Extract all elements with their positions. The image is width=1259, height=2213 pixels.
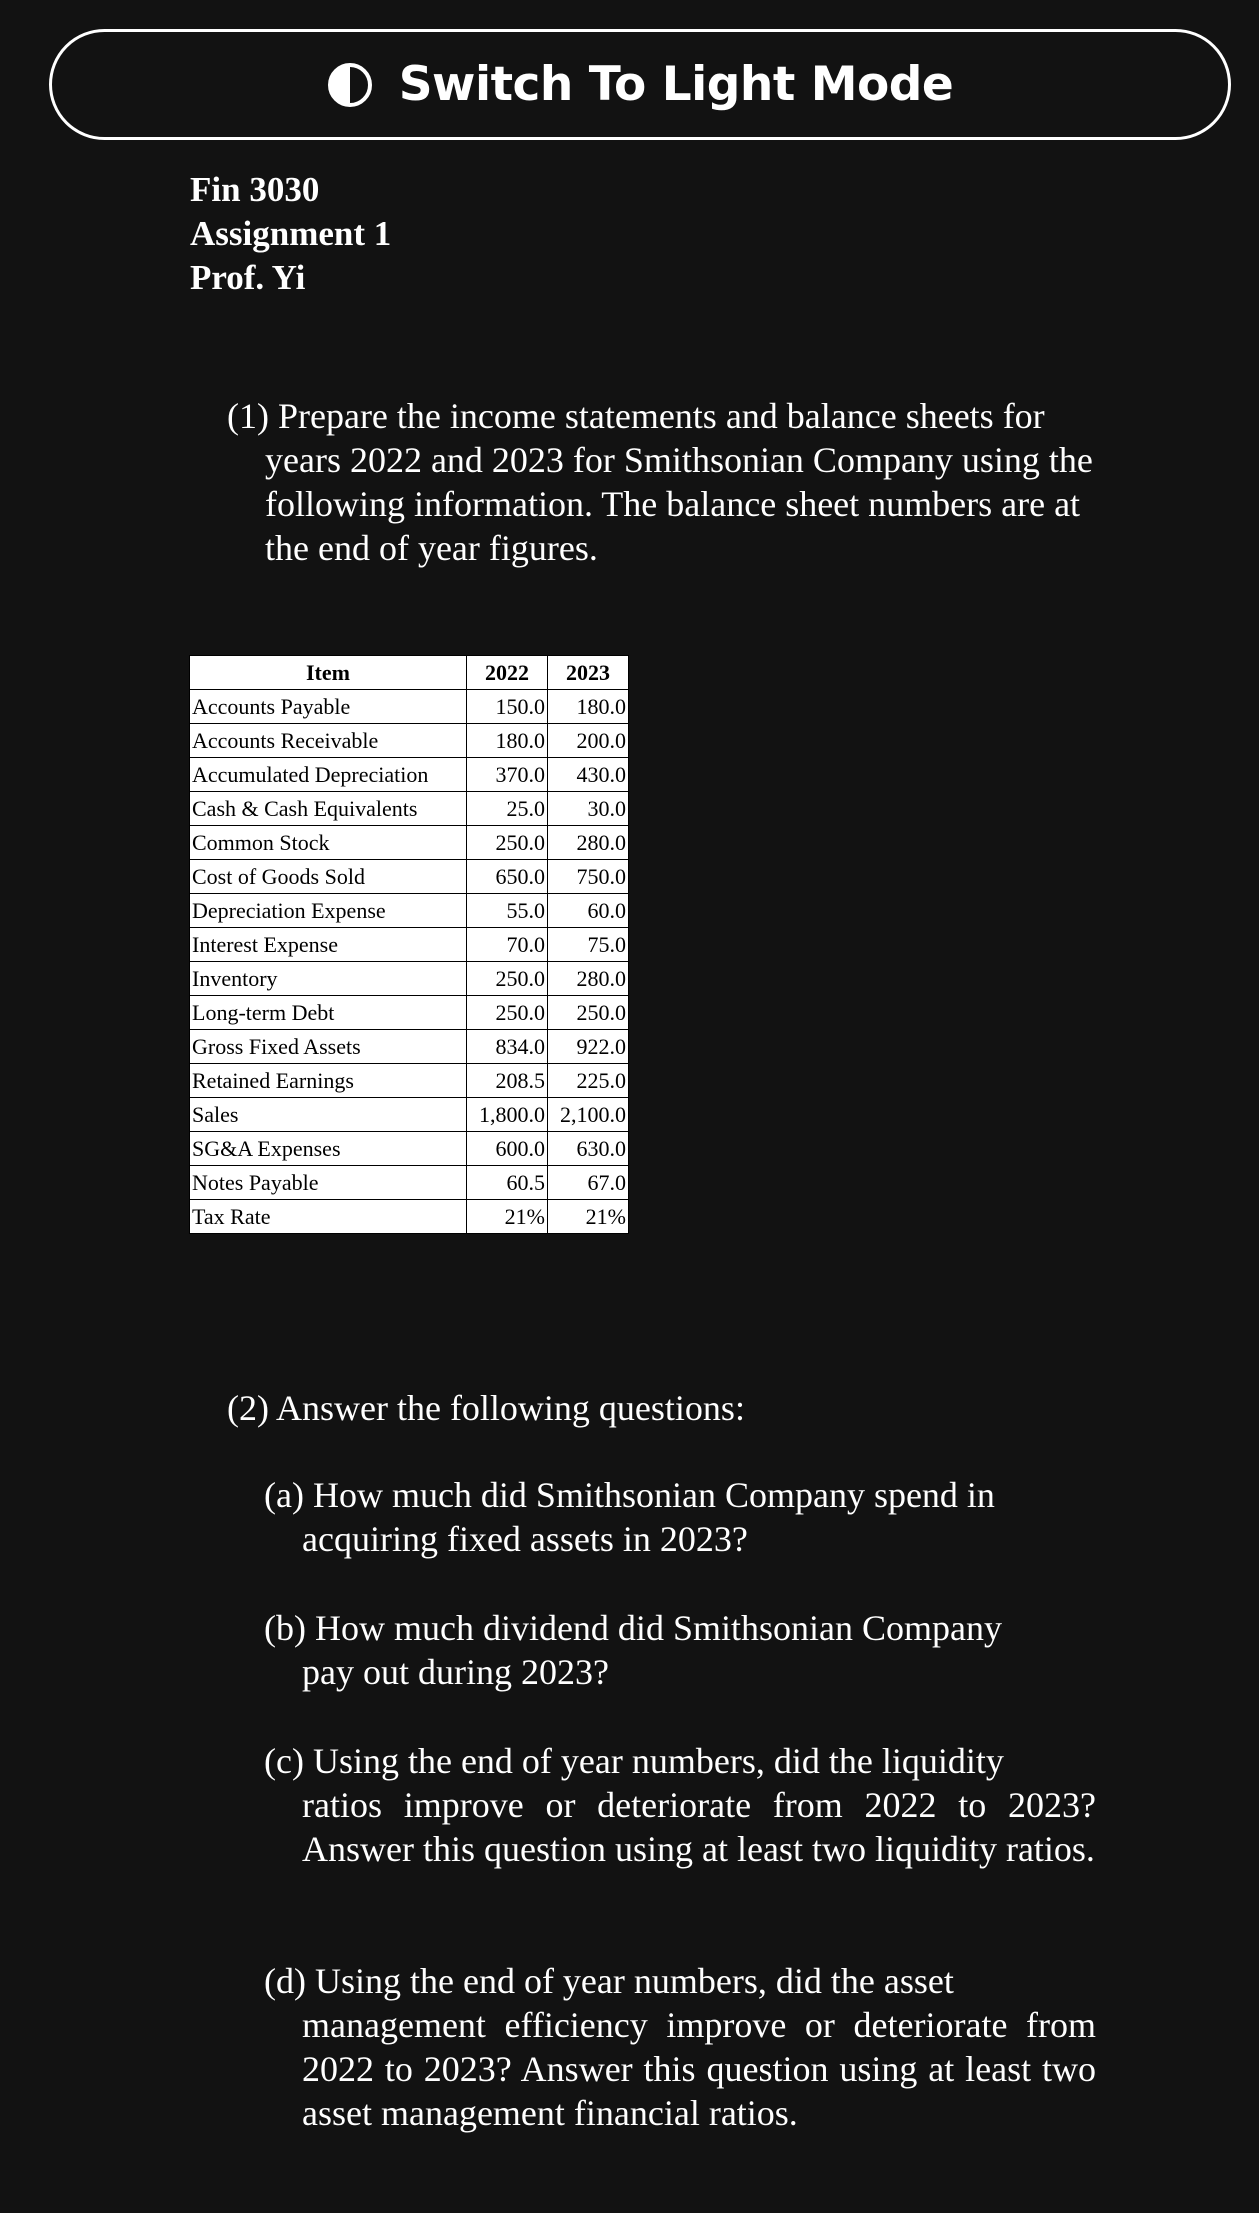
row-value-2022: 600.0 [467, 1132, 548, 1166]
row-value-2023: 430.0 [548, 758, 629, 792]
row-item: Depreciation Expense [190, 894, 467, 928]
row-value-2023: 2,100.0 [548, 1098, 629, 1132]
question-1-first-line: (1) Prepare the income statements and balance sheets for [227, 396, 1045, 436]
row-item: Inventory [190, 962, 467, 996]
theme-toggle-label: Switch To Light Mode [398, 57, 954, 112]
row-value-2022: 55.0 [467, 894, 548, 928]
table-row [190, 1166, 629, 1200]
theme-toggle-button[interactable] [49, 29, 1231, 140]
row-value-2023: 225.0 [548, 1064, 629, 1098]
row-item: Accounts Receivable [190, 724, 467, 758]
row-value-2022: 250.0 [467, 826, 548, 860]
row-item: Accounts Payable [190, 690, 467, 724]
table-row [190, 690, 629, 724]
question-2b-text: pay out during 2023? [302, 1652, 609, 1692]
table-header-row [190, 656, 629, 690]
row-value-2023: 180.0 [548, 690, 629, 724]
row-value-2022: 208.5 [467, 1064, 548, 1098]
question-1-text: years 2022 and 2023 for Smithsonian Company using the following information. The balance sheet numbers are at the end of year figures. [265, 440, 1093, 568]
row-value-2022: 70.0 [467, 928, 548, 962]
row-value-2023: 60.0 [548, 894, 629, 928]
table-row [190, 792, 629, 826]
question-2a-text: acquiring fixed assets in 2023? [302, 1519, 748, 1559]
professor-name: Prof. Yi [190, 258, 306, 297]
table-row [190, 894, 629, 928]
table-row [190, 826, 629, 860]
table-row [190, 860, 629, 894]
row-item: Notes Payable [190, 1166, 467, 1200]
row-value-2022: 250.0 [467, 962, 548, 996]
row-item: Common Stock [190, 826, 467, 860]
question-2b [264, 1606, 1096, 1694]
row-value-2023: 30.0 [548, 792, 629, 826]
question-2a [264, 1473, 1096, 1561]
row-value-2022: 370.0 [467, 758, 548, 792]
row-item: SG&A Expenses [190, 1132, 467, 1166]
row-value-2022: 180.0 [467, 724, 548, 758]
row-value-2023: 200.0 [548, 724, 629, 758]
row-value-2023: 750.0 [548, 860, 629, 894]
table-row [190, 1200, 629, 1234]
row-item: Retained Earnings [190, 1064, 467, 1098]
table-row [190, 1064, 629, 1098]
table-row [190, 758, 629, 792]
row-item: Sales [190, 1098, 467, 1132]
question-2d-first-line: (d) Using the end of year numbers, did the asset [264, 1961, 954, 2001]
table-row [190, 996, 629, 1030]
row-value-2023: 75.0 [548, 928, 629, 962]
table-row [190, 928, 629, 962]
row-value-2022: 21% [467, 1200, 548, 1234]
row-value-2023: 250.0 [548, 996, 629, 1030]
document-header [190, 168, 391, 300]
row-value-2023: 67.0 [548, 1166, 629, 1200]
question-2d-text: management efficiency improve or deteriorate from 2022 to 2023? Answer this question using at least two asset management financial ratios. [302, 2005, 1096, 2133]
row-item: Long-term Debt [190, 996, 467, 1030]
row-value-2023: 922.0 [548, 1030, 629, 1064]
table-row [190, 1098, 629, 1132]
row-item: Accumulated Depreciation [190, 758, 467, 792]
row-value-2023: 280.0 [548, 962, 629, 996]
row-value-2022: 25.0 [467, 792, 548, 826]
row-item: Gross Fixed Assets [190, 1030, 467, 1064]
question-1 [227, 394, 1107, 570]
column-header-2022: 2022 [467, 656, 548, 690]
row-item: Cost of Goods Sold [190, 860, 467, 894]
row-value-2022: 650.0 [467, 860, 548, 894]
question-2c-first-line: (c) Using the end of year numbers, did the liquidity [264, 1741, 1004, 1781]
financial-data-table [189, 655, 629, 1234]
question-2d [264, 1959, 1096, 2135]
question-2a-first-line: (a) How much did Smithsonian Company spend in [264, 1475, 995, 1515]
column-header-2023: 2023 [548, 656, 629, 690]
question-2-intro: (2) Answer the following questions: [227, 1388, 745, 1428]
table-row [190, 724, 629, 758]
row-value-2023: 21% [548, 1200, 629, 1234]
half-circle-contrast-icon [327, 62, 373, 108]
row-item: Tax Rate [190, 1200, 467, 1234]
question-2b-first-line: (b) How much dividend did Smithsonian Company [264, 1608, 1002, 1648]
assignment-title: Assignment 1 [190, 214, 392, 253]
row-value-2022: 1,800.0 [467, 1098, 548, 1132]
row-value-2023: 280.0 [548, 826, 629, 860]
question-2c [264, 1739, 1096, 1871]
row-value-2022: 834.0 [467, 1030, 548, 1064]
row-value-2023: 630.0 [548, 1132, 629, 1166]
table-row [190, 1030, 629, 1064]
question-2c-text: ratios improve or deteriorate from 2022 to 2023? Answer this question using at least two liquidity ratios. [302, 1785, 1096, 1869]
row-value-2022: 250.0 [467, 996, 548, 1030]
row-item: Cash & Cash Equivalents [190, 792, 467, 826]
course-title: Fin 3030 [190, 170, 320, 209]
table-row [190, 1132, 629, 1166]
column-header-item: Item [190, 656, 467, 690]
row-value-2022: 150.0 [467, 690, 548, 724]
table-row [190, 962, 629, 996]
row-value-2022: 60.5 [467, 1166, 548, 1200]
row-item: Interest Expense [190, 928, 467, 962]
